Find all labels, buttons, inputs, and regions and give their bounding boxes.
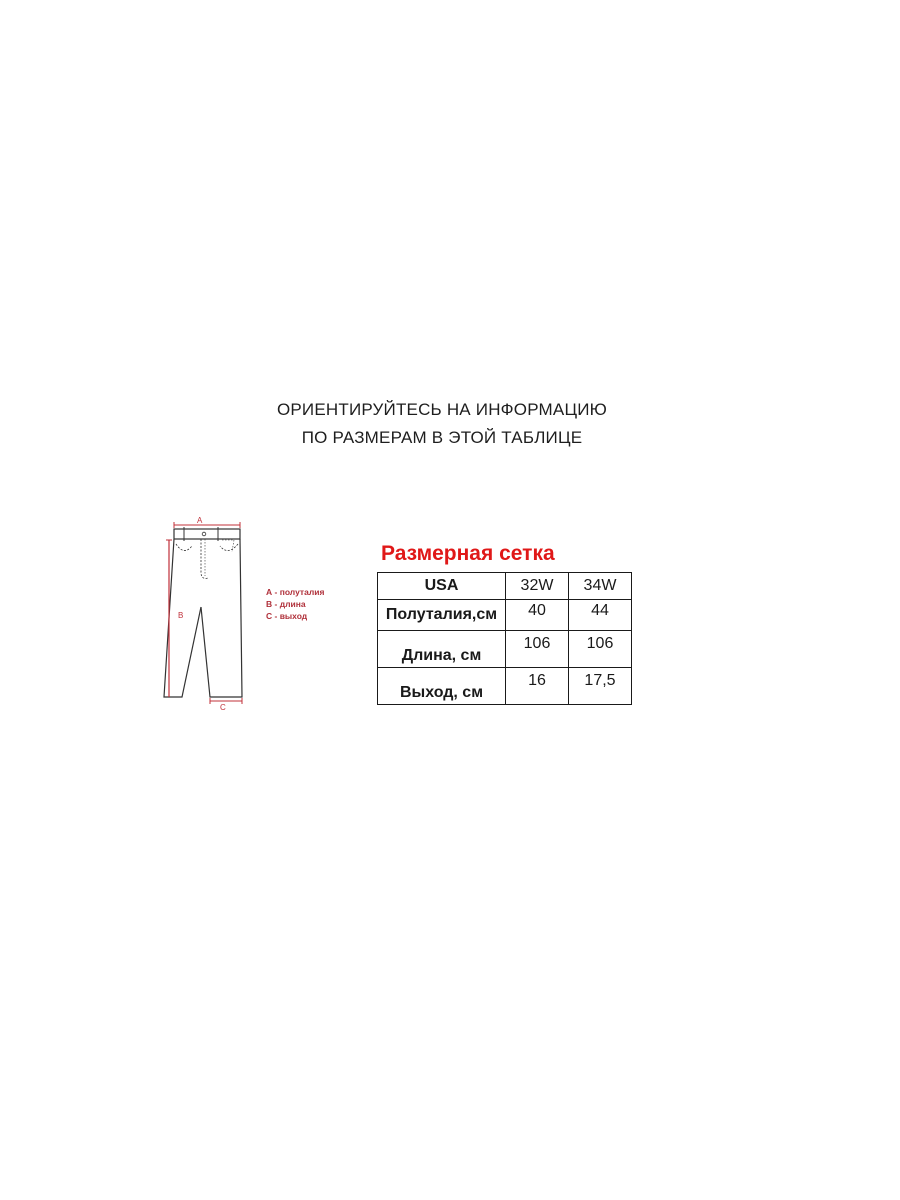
table-header-row bbox=[378, 573, 632, 600]
table-cell: 17,5 bbox=[569, 668, 632, 705]
table-row bbox=[378, 600, 632, 631]
label-b: B bbox=[178, 611, 184, 620]
heading-line-1: ОРИЕНТИРУЙТЕСЬ НА ИНФОРМАЦИЮ bbox=[276, 400, 608, 419]
measurement-legend bbox=[266, 586, 324, 622]
legend-item-c: С - выход bbox=[266, 611, 308, 621]
legend-item-a: А - полуталия bbox=[266, 587, 325, 597]
row-label: Длина, см bbox=[378, 631, 506, 668]
table-cell: 40 bbox=[506, 600, 569, 631]
table-cell: 16 bbox=[506, 668, 569, 705]
table-row bbox=[378, 668, 632, 705]
table-cell: 106 bbox=[569, 631, 632, 668]
size-grid-title: Размерная сетка bbox=[381, 542, 555, 565]
table-cell: 106 bbox=[506, 631, 569, 668]
table-cell: 44 bbox=[569, 600, 632, 631]
label-c: C bbox=[220, 703, 226, 712]
header-size-cell: 32W bbox=[506, 573, 569, 600]
header-region-cell: USA bbox=[378, 573, 506, 600]
heading-line-2: ПО РАЗМЕРАМ В ЭТОЙ ТАБЛИЦЕ bbox=[301, 428, 583, 447]
table-row bbox=[378, 631, 632, 668]
trousers-diagram bbox=[156, 512, 356, 712]
legend-item-b: В - длина bbox=[266, 599, 306, 609]
size-table bbox=[377, 572, 632, 705]
row-label: Выход, см bbox=[378, 668, 506, 705]
trousers-outline-icon bbox=[156, 512, 356, 712]
row-label: Полуталия,см bbox=[378, 600, 506, 631]
label-a: A bbox=[197, 516, 203, 525]
header-size-cell: 34W bbox=[569, 573, 632, 600]
